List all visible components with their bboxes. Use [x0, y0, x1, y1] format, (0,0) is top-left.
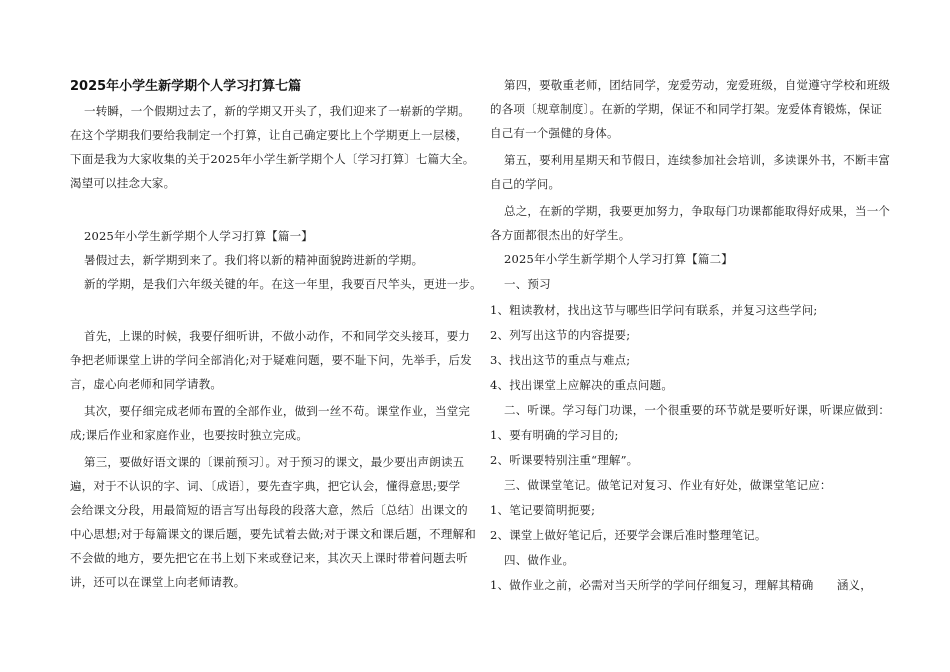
paragraph-line: 总之，在新的学期，我要更加努力，争取每门功课都能取得好成果，当一个 — [504, 204, 891, 218]
section-heading-2: 2025年小学生新学期个人学习打算【篇二】 — [504, 252, 733, 266]
paragraph-line: 成;课后作业和家庭作业，也要按时独立完成。 — [70, 428, 309, 442]
list-item: 1、做作业之前，必需对当天所学的学问仔细复习，理解其精确 涵义， — [490, 578, 872, 592]
paragraph-line: 的各项〔规章制度〕。在新的学期，保证不和同学打架。宠爱体育锻炼，保证 — [490, 102, 883, 116]
list-heading: 一、预习 — [504, 277, 551, 291]
paragraph-line: 自己有一个强健的身体。 — [490, 126, 619, 140]
paragraph-line: 新的学期，是我们六年级关键的年。在这一年里，我要百尺竿头，更进一步。 — [84, 277, 482, 291]
paragraph-line: 不会做的地方，要先把它在书上划下来或登记来，其次天上课时带着问题去听 — [70, 551, 468, 565]
paragraph-line: 暑假过去，新学期到来了。我们将以新的精神面貌跨进新的学期。 — [84, 253, 424, 267]
intro-line-3: 下面是我为大家收集的关于2025年小学生新学期个人〔学习打算〕七篇大全。 — [70, 152, 475, 166]
list-item: 3、找出这节的重点与难点; — [490, 353, 631, 367]
document-title: 2025年小学生新学期个人学习打算七篇 — [70, 79, 302, 94]
paragraph-line: 言，虚心向老师和同学请教。 — [70, 377, 223, 391]
paragraph-line: 第五，要利用星期天和节假日，连续参加社会培训，多读课外书，不断丰富 — [504, 153, 891, 167]
paragraph-line: 争把老师课堂上讲的学问全部消化;对于疑难问题，要不耻下问，先举手，后发 — [70, 353, 472, 367]
paragraph-line: 自己的学问。 — [490, 177, 561, 191]
paragraph-line: 其次，要仔细完成老师布置的全部作业，做到一丝不苟。课堂作业，当堂完 — [84, 404, 471, 418]
list-item: 2、课堂上做好笔记后，还要学会课后准时整理笔记。 — [490, 528, 767, 542]
section-heading-1: 2025年小学生新学期个人学习打算【篇一】 — [84, 229, 313, 243]
list-item: 1、笔记要简明扼要; — [490, 503, 596, 517]
paragraph-line: 首先，上课的时候，我要仔细听讲，不做小动作，不和同学交头接耳，要力 — [84, 329, 471, 343]
list-heading: 三、做课堂笔记。做笔记对复习、作业有好处，做课堂笔记应： — [504, 478, 832, 492]
intro-line-2: 在这个学期我们要给我制定一个打算，让自己确定要比上个学期更上一层楼， — [70, 128, 468, 142]
list-item: 2、听课要特别注重“理解”。 — [490, 453, 639, 467]
paragraph-line: 中心思想;对于每篇课文的课后题，要先试着去做;对于课文和课后题，不理解和 — [70, 527, 476, 541]
list-item: 4、找出课堂上应解决的重点问题。 — [490, 378, 674, 392]
list-item: 2、列写出这节的内容提要; — [490, 328, 631, 342]
paragraph-line: 会给课文分段，用最简短的语言写出每段的段落大意，然后〔总结〕出课文的 — [70, 503, 468, 517]
intro-line-4: 渴望可以挂念大家。 — [70, 176, 176, 190]
paragraph-line: 第三，要做好语文课的〔课前预习〕。对于预习的课文，最少要出声朗读五 — [84, 455, 465, 469]
paragraph-line: 各方面都很杰出的好学生。 — [490, 228, 631, 242]
paragraph-line: 讲，还可以在课堂上向老师请教。 — [70, 575, 246, 589]
paragraph-line: 第四，要敬重老师，团结同学，宠爱劳动，宠爱班级，自觉遵守学校和班级 — [504, 78, 891, 92]
list-item: 1、粗读教材，找出这节与哪些旧学问有联系，并复习这些学问; — [490, 303, 818, 317]
paragraph-line: 遍，对于不认识的字、词、〔成语〕，要先查字典，把它认会，懂得意思;要学 — [70, 479, 461, 493]
list-heading: 二、听课。学习每门功课，一个很重要的环节就是要听好课，听课应做到： — [504, 403, 891, 417]
list-item: 1、要有明确的学习目的; — [490, 428, 619, 442]
intro-line-1: 一转瞬，一个假期过去了，新的学期又开头了，我们迎来了一崭新的学期。 — [84, 104, 471, 118]
list-heading: 四、做作业。 — [504, 553, 575, 567]
